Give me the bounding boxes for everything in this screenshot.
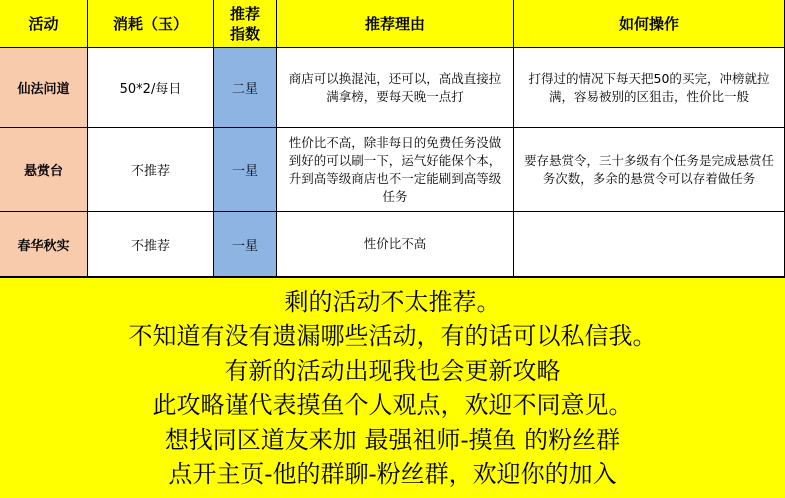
row2-activity: 悬赏台 [0,128,88,212]
header-activity: 活动 [0,0,88,48]
footer-line-1: 剩的活动不太推荐。 [284,287,501,316]
footer-line-4: 此攻略谨代表摸鱼个人观点，欢迎不同意见。 [152,391,633,419]
header-how: 如何操作 [514,0,785,48]
row1-cost: 50*2/每日 [88,48,214,128]
footer-notes [0,277,785,498]
row2-cost: 不推荐 [88,128,214,212]
header-reason: 推荐理由 [277,0,514,48]
header-rating [214,0,277,48]
header-rating-line2: 指数 [229,24,260,43]
row1-reason: 商店可以换混沌，还可以，高战直接拉满拿榜，要每天晚一点打 [277,48,514,128]
footer-line-6: 点开主页-他的群聊-粉丝群，欢迎你的加入 [168,460,617,488]
row3-rating: 一星 [214,212,277,277]
row1-how: 打得过的情况下每天把50的买完，冲榜就拉满，容易被别的区狙击，性价比一般 [514,48,785,128]
row2-how: 要存悬赏令，三十多级有个任务是完成悬赏任务次数，多余的悬赏令可以存着做任务 [514,128,785,212]
row3-reason: 性价比不高 [277,212,514,277]
row3-cost: 不推荐 [88,212,214,277]
row2-reason: 性价比不高，除非每日的免费任务没做到好的可以刷一下，运气好能保个本，升到高等级商店也不一定能刷到高等级任务 [277,128,514,212]
row1-activity: 仙法问道 [0,48,88,128]
row2-rating: 一星 [214,128,277,212]
row3-activity: 春华秋实 [0,212,88,277]
header-cost: 消耗（玉） [88,0,214,48]
row1-rating: 二星 [214,48,277,128]
footer-line-3: 有新的活动出现我也会更新攻略 [224,356,561,385]
footer-line-2: 不知道有没有遗漏哪些活动，有的话可以私信我。 [128,322,657,350]
row3-how [514,212,785,277]
footer-line-5: 想找同区道友来加 最强祖师-摸鱼 的粉丝群 [164,425,621,454]
header-rating-line1: 推荐 [229,4,260,23]
